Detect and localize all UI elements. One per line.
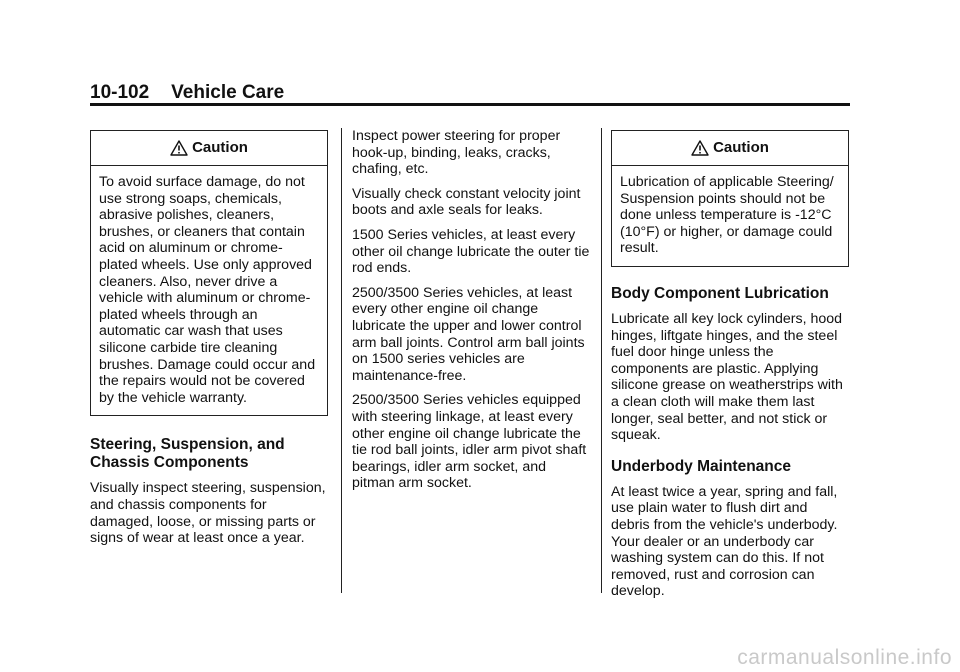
heading-underbody-maintenance: Underbody Maintenance	[611, 457, 791, 475]
column-1	[90, 128, 328, 555]
heading-steering-suspension: Steering, Suspension, and Chassis Components	[90, 436, 285, 472]
header-rule	[90, 103, 850, 106]
column-2	[352, 128, 590, 500]
column-divider-1	[341, 128, 342, 593]
watermark: carmanualsonline.info	[737, 646, 952, 669]
caution-title: Caution	[713, 138, 769, 156]
paragraph-cv-joint: Visually check constant velocity joint boots and axle seals for leaks.	[352, 185, 581, 219]
section-title: Vehicle Care	[171, 82, 285, 103]
column-3	[611, 128, 849, 608]
caution-title: Caution	[192, 138, 248, 156]
paragraph-2500-steering-linkage: 2500/3500 Series vehicles equipped with steering linkage, at least every other engine oil change lubricate the tie rod ball joints, idler arm pivot shaft bearings, idler arm socket, and pitman arm socket.	[352, 392, 587, 492]
paragraph-underbody-maintenance: At least twice a year, spring and fall, use plain water to flush dirt and debris from the vehicle's underbody. Your dealer or an underbody car washing system can do this. If not removed, rust and corrosion can develop.	[611, 483, 838, 600]
paragraph-inspect-steering: Visually inspect steering, suspension, and chassis components for damaged, loose, or missing parts or signs of wear at least once a year.	[90, 480, 326, 547]
page-number: 10-102	[90, 82, 150, 103]
caution-box-wheels	[90, 130, 328, 416]
paragraph-2500-ball-joints: 2500/3500 Series vehicles, at least every other engine oil change lubricate the upper and lower control arm ball joints. Control arm ball joints on 1500 series vehicles are maintenance-free.	[352, 284, 585, 384]
caution-header	[612, 131, 848, 166]
paragraph-1500-series: 1500 Series vehicles, at least every other oil change lubricate the outer tie rod ends.	[352, 226, 590, 277]
column-divider-2	[601, 128, 602, 593]
paragraph-power-steering: Inspect power steering for proper hook-up, binding, leaks, cracks, chafing, etc.	[352, 128, 561, 178]
caution-text: To avoid surface damage, do not use strong soaps, chemicals, abrasive polishes, cleaners, brushes, or cleaners that contain acid on aluminum or chrome-plated wheels. Use only approved cleaners. Also, never drive a vehicle with aluminum or chrome-plated wheels through an automatic car wash that uses silicone carbide tire cleaning brushes. Damage could occur and the repairs would not be covered by the vehicle warranty.	[99, 174, 316, 406]
caution-header	[91, 131, 327, 166]
caution-text: Lubrication of applicable Steering/ Suspension points should not be done unless temperature is -12°C (10°F) or higher, or damage could result.	[620, 174, 834, 257]
heading-body-lubrication: Body Component Lubrication	[611, 284, 829, 302]
warning-triangle-icon	[170, 140, 188, 156]
caution-box-lubrication	[611, 130, 849, 267]
paragraph-body-lubrication: Lubricate all key lock cylinders, hood hinges, liftgate hinges, and the steel fuel door hinge unless the components are plastic. Applying silicone grease on weatherstrips with a clean cloth will make them last longer, seal better, and not stick or squeak.	[611, 310, 843, 444]
warning-triangle-icon	[691, 140, 709, 156]
